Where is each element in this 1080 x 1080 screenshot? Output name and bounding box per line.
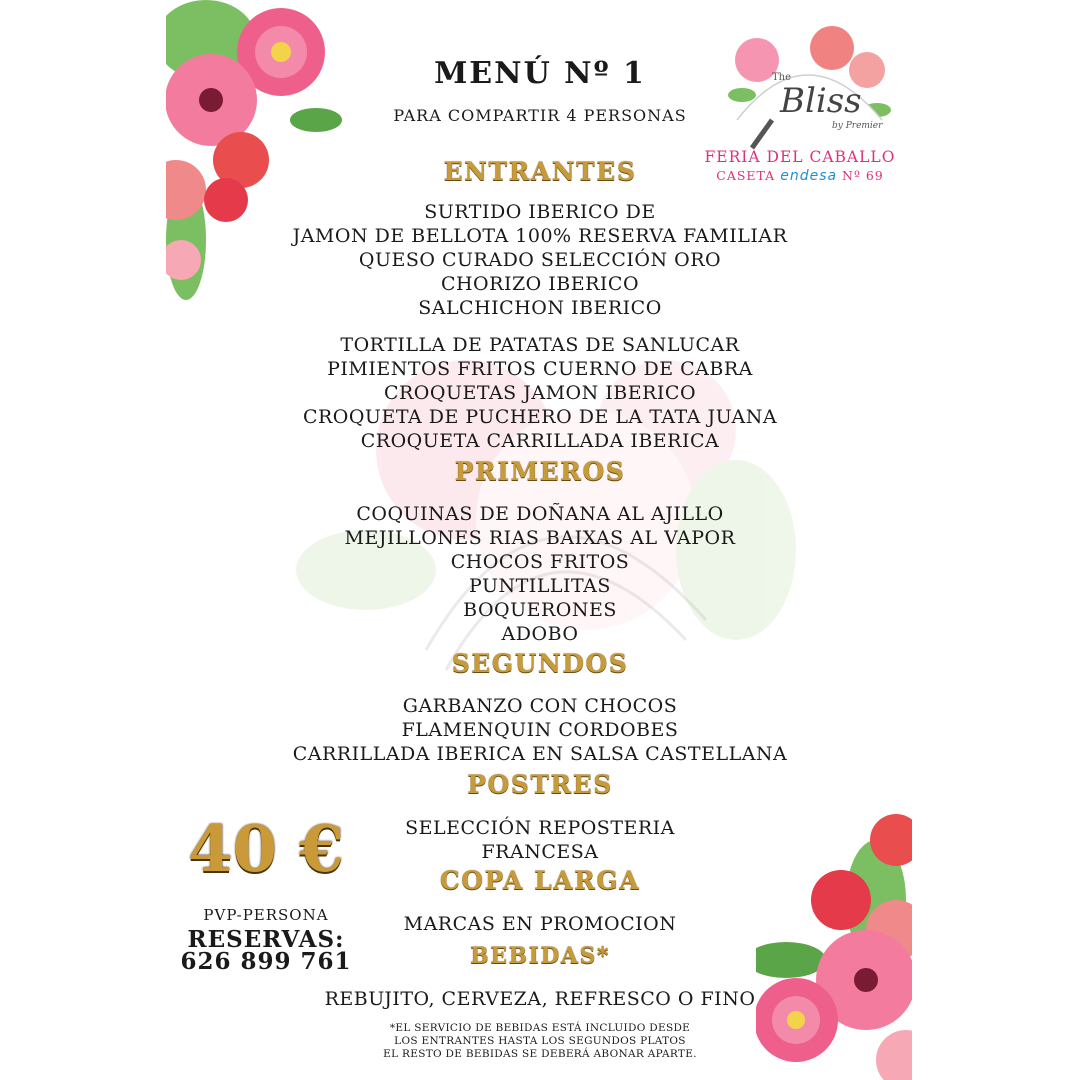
footnote-line: LOS ENTRANTES HASTA LOS SEGUNDOS PLATOS [394, 1035, 686, 1047]
menu-item: CROQUETA CARRILLADA IBERICA [360, 430, 720, 452]
section-heading-postres: POSTRES [467, 770, 613, 799]
menu-item: MARCAS EN PROMOCION [403, 913, 677, 935]
menu-item: BOQUERONES [463, 599, 617, 621]
footnote-line: EL RESTO DE BEBIDAS SE DEBERÁ ABONAR APARTE. [383, 1048, 697, 1060]
reservations-label: RESERVAS: [187, 926, 345, 953]
price: 40 € [188, 812, 344, 887]
endesa-brand: endesa [780, 168, 838, 184]
menu-item: COQUINAS DE DOÑANA AL AJILLO [356, 503, 724, 525]
menu-item: SALCHICHON IBERICO [418, 297, 662, 319]
menu-item: MEJILLONES RIAS BAIXAS AL VAPOR [344, 527, 736, 549]
menu-item: QUESO CURADO SELECCIÓN ORO [358, 249, 722, 271]
menu-item: SELECCIÓN REPOSTERIA [405, 817, 675, 839]
menu-item: PIMIENTOS FRITOS CUERNO DE CABRA [327, 358, 753, 380]
menu-subtitle: PARA COMPARTIR 4 PERSONAS [393, 106, 687, 125]
menu-item: FRANCESA [481, 841, 599, 863]
menu-item: FLAMENQUIN CORDOBES [401, 719, 679, 741]
footnote-line: *EL SERVICIO DE BEBIDAS ESTÁ INCLUIDO DESDE [389, 1022, 691, 1034]
menu-item: TORTILLA DE PATATAS DE SANLUCAR [340, 334, 740, 356]
section-heading-entrantes: ENTRANTES [443, 157, 637, 186]
section-heading-copa-larga: COPA LARGA [439, 866, 641, 895]
svg-text:by Premier: by Premier [832, 121, 883, 131]
section-heading-bebidas: BEBIDAS* [470, 943, 610, 969]
menu-item: GARBANZO CON CHOCOS [402, 695, 678, 717]
menu-item: SURTIDO IBERICO DE [424, 201, 656, 223]
menu-item: CROQUETA DE PUCHERO DE LA TATA JUANA [302, 406, 778, 428]
reservations-phone: 626 899 761 [180, 948, 352, 975]
menu-item: REBUJITO, CERVEZA, REFRESCO O FINO [324, 988, 756, 1010]
menu-item: CROQUETAS JAMON IBERICO [383, 382, 697, 404]
feria-label: FERIA DEL CABALLO [704, 148, 896, 166]
menu-title: MENÚ Nº 1 [434, 56, 646, 91]
svg-text:The: The [772, 72, 792, 83]
menu-item: JAMON DE BELLOTA 100% RESERVA FAMILIAR [292, 225, 788, 247]
section-heading-primeros: PRIMEROS [454, 457, 626, 486]
price-per-person-label: PVP-PERSONA [203, 906, 329, 924]
menu-item: CARRILLADA IBERICA EN SALSA CASTELLANA [292, 743, 788, 765]
menu-item: ADOBO [501, 623, 579, 645]
menu-item: CHORIZO IBERICO [440, 273, 640, 295]
caseta-number: Nº 69 [842, 168, 884, 183]
svg-text:Bliss: Bliss [780, 81, 862, 121]
menu-item: CHOCOS FRITOS [450, 551, 630, 573]
menu-item: PUNTILLITAS [469, 575, 611, 597]
section-heading-segundos: SEGUNDOS [451, 649, 629, 678]
caseta-prefix: CASETA [716, 168, 776, 183]
